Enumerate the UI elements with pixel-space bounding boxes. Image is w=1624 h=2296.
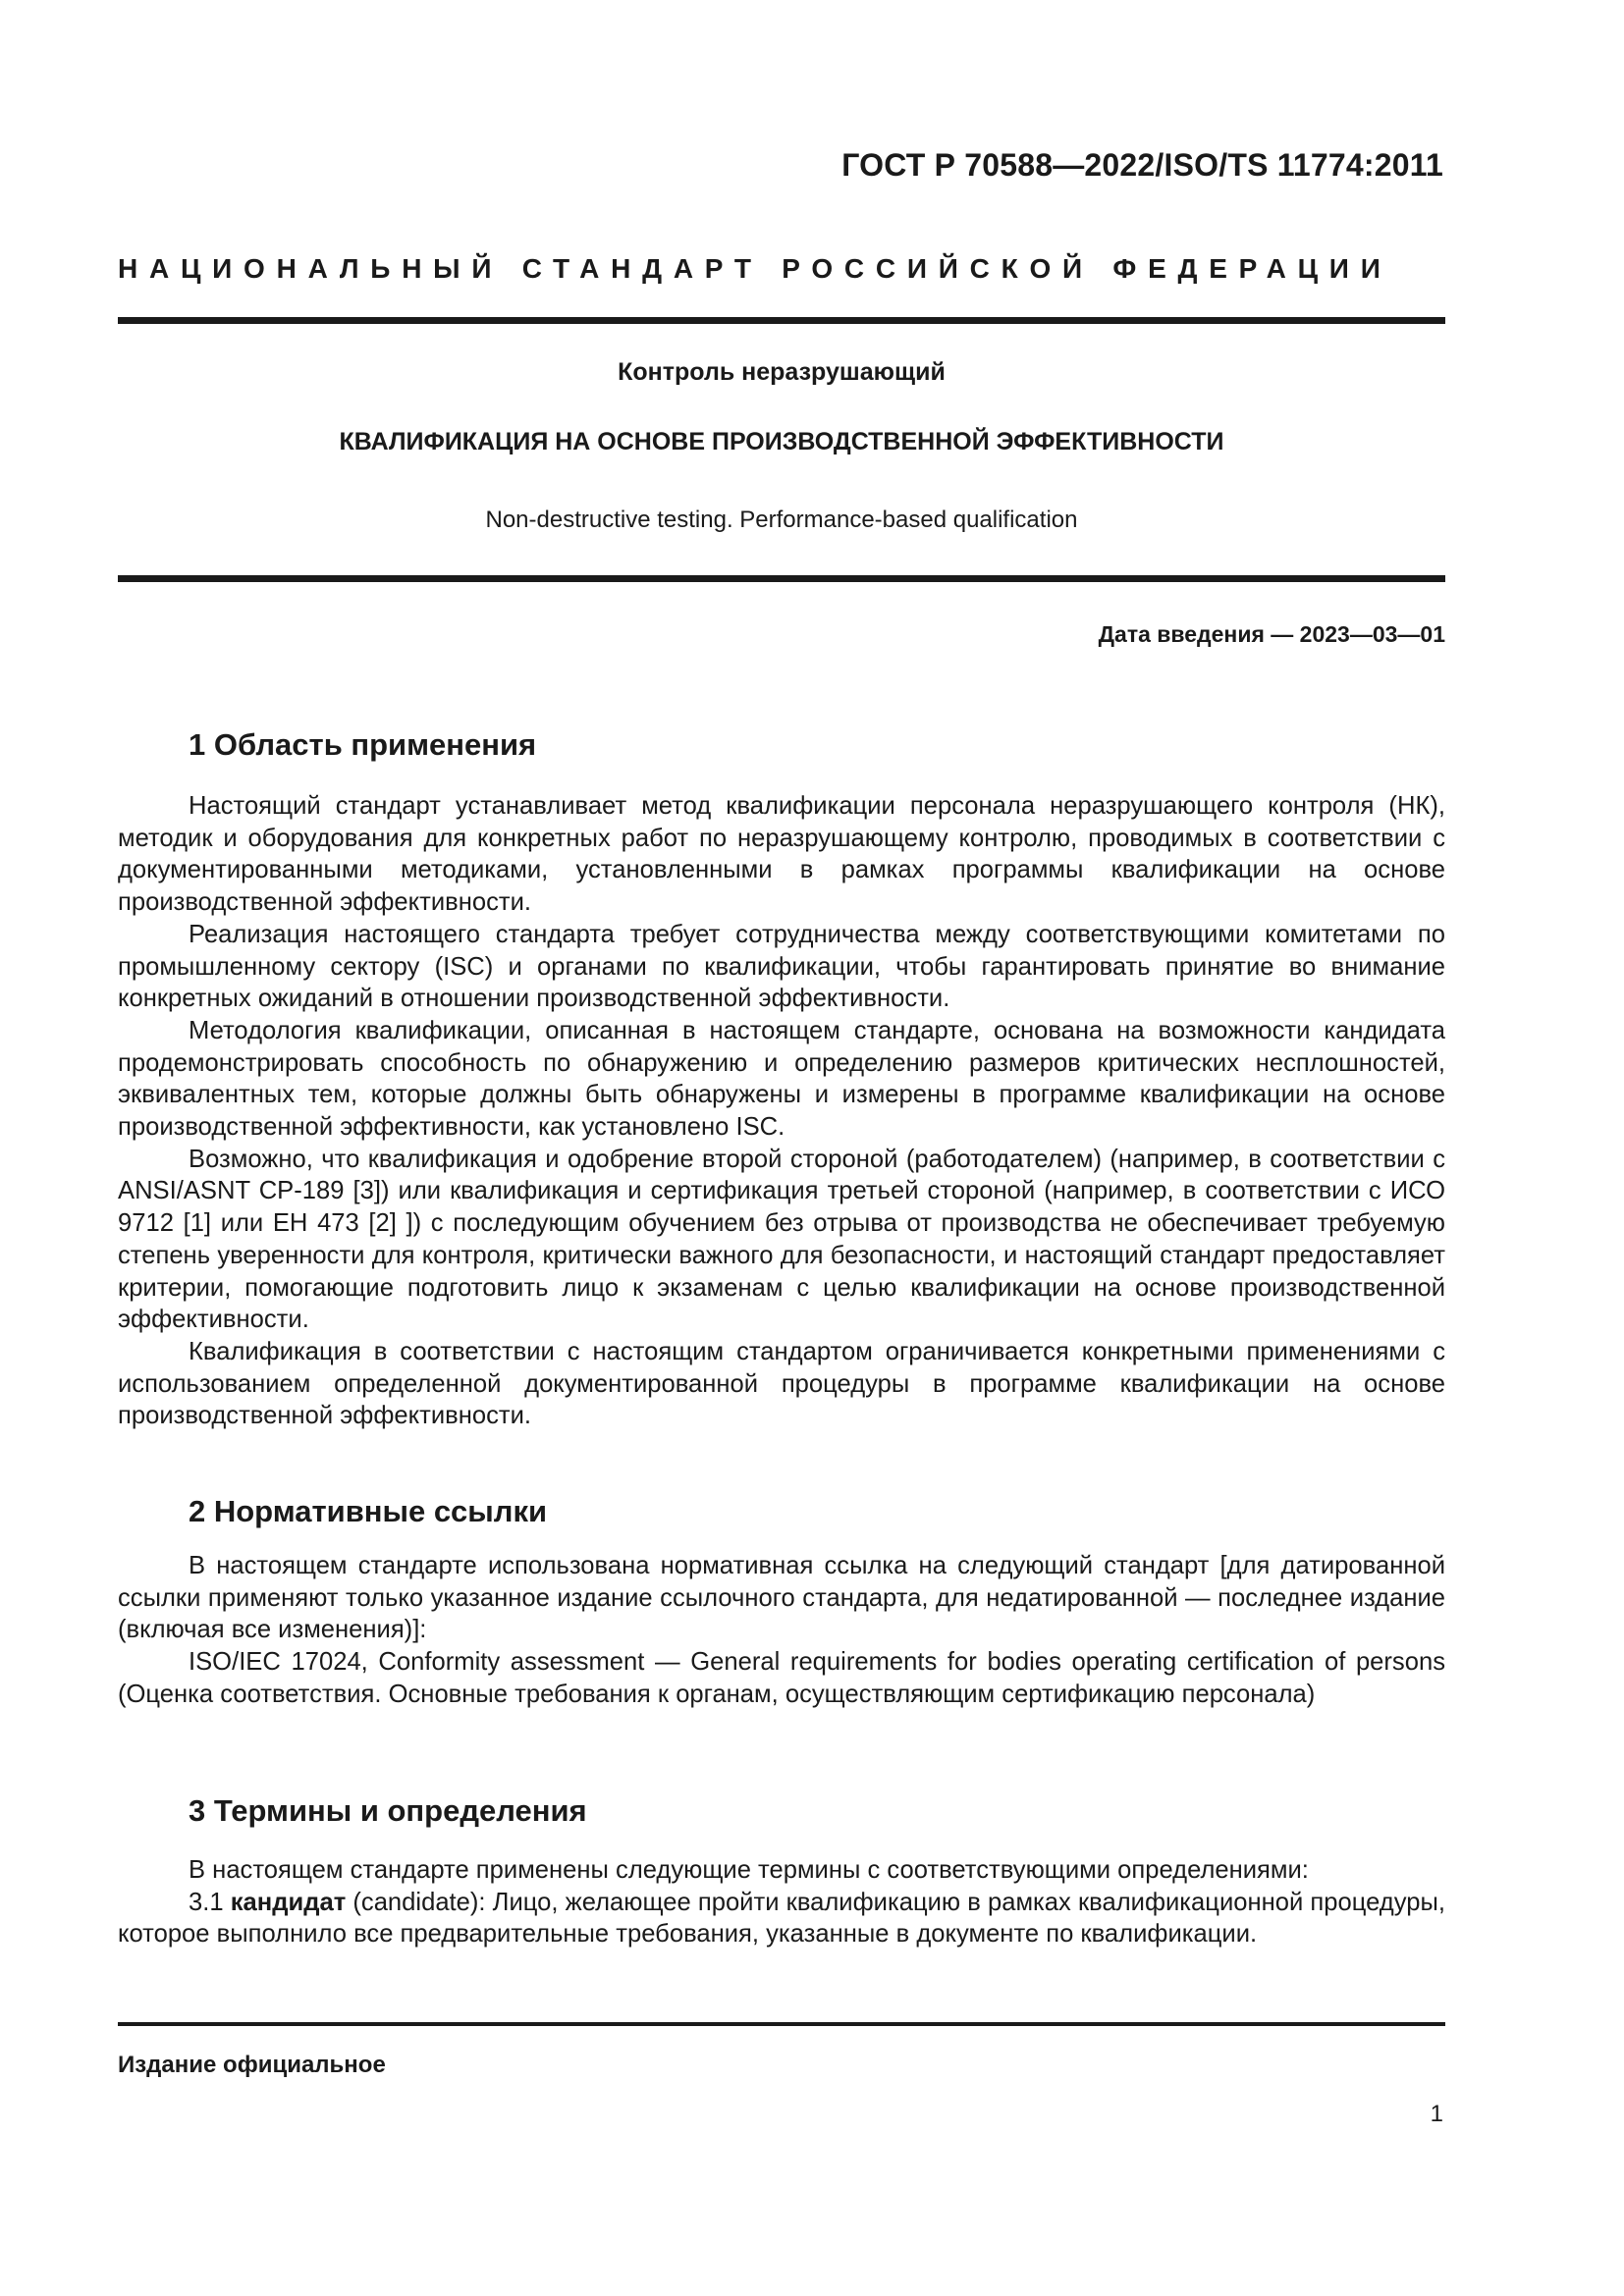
introduction-date: Дата введения — 2023—03—01 (1098, 621, 1445, 647)
term-number: 3.1 (189, 1888, 224, 1916)
paragraph: Реализация настоящего стандарта требует сотрудничества между соответствующими комитетами по промышленному сектору (ISC) и органами по квалификации, чтобы гарантировать принятие во внимание конкретных ожиданий в отношении производственной эффективности. (118, 920, 1445, 1013)
standard-title: КВАЛИФИКАЦИЯ НА ОСНОВЕ ПРОИЗВОДСТВЕННОЙ ЭФФЕКТИВНОСТИ (339, 428, 1224, 455)
national-standard-banner: НАЦИОНАЛЬНЫЙ СТАНДАРТ РОССИЙСКОЙ ФЕДЕРАЦИИ (118, 253, 1392, 284)
paragraph: Квалификация в соответствии с настоящим стандартом ограничивается конкретными применениями с использованием определенной документированной процедуры в программе квалификации на основе производственной эффективности. (118, 1337, 1445, 1430)
gost-code: ГОСТ Р 70588—2022/ISO/TS 11774:2011 (841, 147, 1443, 183)
term-name: кандидат (230, 1888, 347, 1916)
paragraph: Возможно, что квалификация и одобрение второй стороной (работодателем) (например, в соответствии с ANSI/ASNT CP-189 [3]) или квалификация и сертификация третьей стороной (например, в соответствии с ИСО 9712 [1] или ЕН 473 [2] ]) с последующим обучением без отрыва от производства не обеспечивает требуемую степень уверенности для контроля, критически важного для безопасности, и настоящий стандарт предоставляет критерии, помогающие подготовить лицо к экзаменам с целью квалификации на основе производственной эффективности. (118, 1145, 1445, 1334)
top-divider (118, 317, 1445, 324)
page-number: 1 (1430, 2101, 1443, 2127)
section-heading-normative-references: 2 Нормативные ссылки (189, 1494, 548, 1528)
edition-label: Издание официальное (118, 2052, 386, 2078)
term-definition (118, 1887, 1445, 1950)
english-title: Non-destructive testing. Performance-based qualification (485, 507, 1078, 533)
section-body-terms (118, 1854, 1445, 1950)
paragraph: В настоящем стандарте применены следующие термины с соответствующими определениями: (189, 1856, 1309, 1884)
section-body-scope (118, 790, 1445, 1432)
paragraph: В настоящем стандарте использована нормативная ссылка на следующий стандарт [для датированной ссылки применяют только указанное издание ссылочного стандарта, для недатированной — последнее издание (включая все изменения)]: (118, 1552, 1445, 1644)
paragraph: Настоящий стандарт устанавливает метод квалификации персонала неразрушающего контроля (НК), методик и оборудования для конкретных работ по неразрушающему контролю, проводимых в соответствии с документированными методиками, установленными в рамках программы квалификации на основе производственной эффективности. (118, 792, 1445, 917)
paragraph: Методология квалификации, описанная в настоящем стандарте, основана на возможности кандидата продемонстрировать способность по обнаружению и определению размеров критических несплошностей, эквивалентных тем, которые должны быть обнаружены и измерены в программе квалификации на основе производственной эффективности, как установлено ISC. (118, 1016, 1445, 1142)
footer-divider (118, 2022, 1445, 2026)
standard-subject: Контроль неразрушающий (618, 358, 946, 386)
term-text: (candidate): Лицо, желающее пройти квалификацию в рамках квалификационной процедуры, которое выполнило все предварительные требования, указанные в документе по квалификации. (118, 1888, 1445, 1949)
section-heading-scope: 1 Область применения (189, 727, 537, 762)
reference-entry: ISO/IEC 17024, Conformity assessment — General requirements for bodies operating certification of persons (Оценка соответствия. Основные требования к органам, осуществляющим сертификацию персонала) (118, 1648, 1445, 1708)
section-body-normative-references (118, 1550, 1445, 1711)
title-divider (118, 575, 1445, 582)
section-heading-terms: 3 Термины и определения (189, 1793, 587, 1828)
